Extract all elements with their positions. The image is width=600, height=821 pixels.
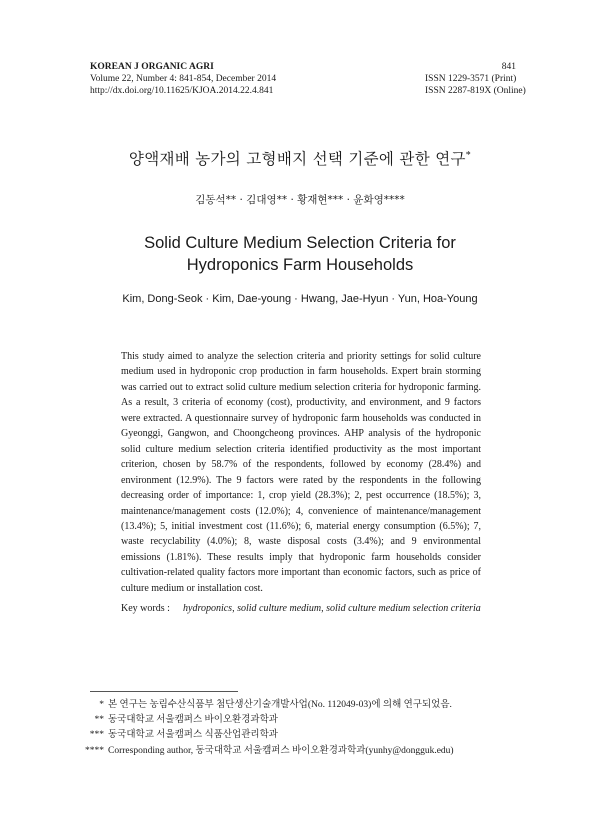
korean-title-text: 양액재배 농가의 고형배지 선택 기준에 관한 연구 (128, 150, 466, 168)
volume-line: Volume 22, Number 4: 841-854, December 2014 (90, 74, 277, 84)
keywords-text: hydroponics, solid culture medium, solid culture medium selection criteria (183, 603, 481, 614)
journal-name: KOREAN J ORGANIC AGRI (90, 62, 214, 72)
english-title-line-1: Solid Culture Medium Selection Criteria for (144, 234, 456, 252)
keywords-label: Key words : (121, 603, 170, 614)
footnote-divider (90, 691, 238, 692)
footnote-3-text: 동국대학교 서울캠퍼스 식품산업관리학과 (108, 730, 278, 740)
footnote-2-mark: ** (94, 715, 104, 725)
footnote-4-mark: **** (85, 746, 104, 756)
abstract: This study aimed to analyze the selection criteria and priority settings for solid culture medium used in hydroponic crop production in farm households. Expert brain storming was carried out to extract solid culture medium selection criteria for hydroponic farming. As a result, 3 criteria of economy (cost), productivity, and environment, and 9 factors were extracted. A questionnaire survey of hydroponic farm households was conducted in Gyeonggi, Gangwon, and Choongcheong provinces. AHP analysis of the hydroponic solid culture medium selection criteria identified productivity as the most important criterion, chosen by 58.7% of the respondents, followed by economy (28.4%) and environment (12.9%). The 9 factors were rated by the respondents in the following decreasing order of importance: 1, crop yield (28.3%); 2, pest occurrence (18.5%); 3, maintenance/management costs (12.0%); 4, convenience of maintenance/management (13.4%); 5, initial investment cost (11.6%); 6, material energy consumption (6.5%); 7, waste recyclability (4.0%); 8, waste disposal costs (3.4%); and 9 environmental emissions (1.81%). These results imply that hydroponic farm households consider cultivation-related quality factors more important than economic factors, such as price of culture medium or installation cost. (121, 351, 481, 594)
korean-title (0, 147, 600, 169)
keywords (121, 601, 481, 616)
footnote-4-text: Corresponding author, 동국대학교 서울캠퍼스 바이오환경과학과(yunhy@dongguk.edu) (108, 746, 454, 756)
english-title-line-2: Hydroponics Farm Households (186, 256, 414, 274)
english-title (0, 232, 600, 276)
page-number: 841 (501, 62, 516, 72)
footnote-2-text: 동국대학교 서울캠퍼스 바이오환경과학과 (108, 715, 278, 725)
footnote-3-mark: *** (89, 730, 104, 740)
korean-title-footnote-mark: * (465, 149, 472, 161)
issn-print: ISSN 1229-3571 (Print) (425, 74, 517, 84)
footnote-1-mark: * (99, 700, 104, 710)
footnote-1-text: 본 연구는 농림수산식품부 첨단생산기술개발사업(No. 112049-03)에 의해 연구되었음. (108, 700, 452, 710)
english-authors: Kim, Dong-Seok · Kim, Dae-young · Hwang, Jae-Hyun · Yun, Hoa-Young (122, 293, 478, 305)
journal-header-left (90, 61, 276, 97)
korean-authors: 김동석** · 김대영** · 황재현*** · 윤화영**** (195, 194, 405, 206)
journal-header-right (425, 61, 526, 97)
issn-online: ISSN 2287-819X (Online) (425, 86, 526, 96)
doi-link[interactable]: http://dx.doi.org/10.11625/KJOA.2014.22.4.841 (90, 86, 274, 96)
